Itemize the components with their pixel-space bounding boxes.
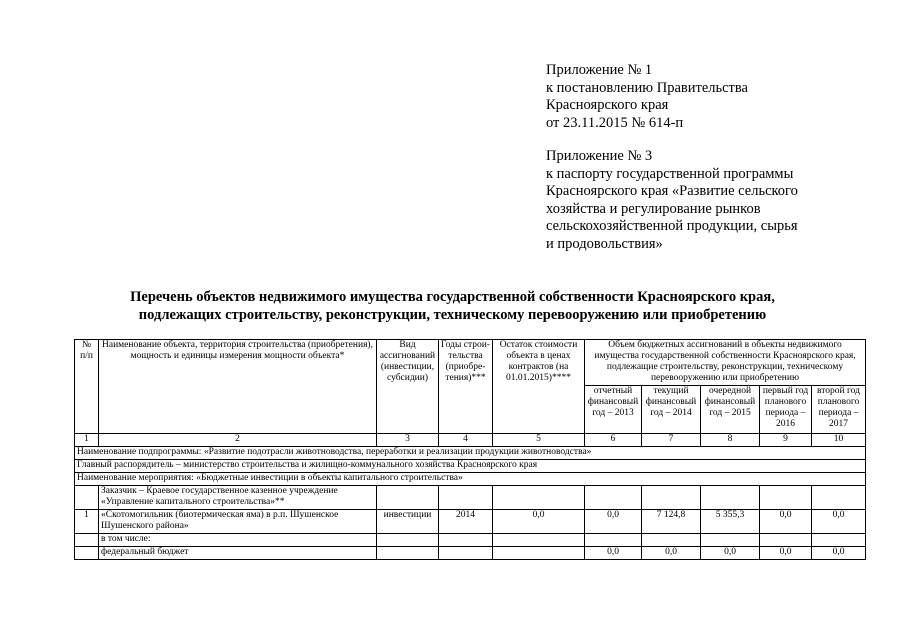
- header-type: Вид ассигнований (инвестиции, субсидии): [377, 340, 439, 434]
- header-years: Годы строи-тельства (приобре-тения)***: [439, 340, 493, 434]
- empty-cell: [812, 486, 866, 510]
- object-2017: 0,0: [812, 510, 866, 534]
- measure-row: [75, 473, 866, 486]
- empty-cell: [439, 486, 493, 510]
- empty-cell: [377, 534, 439, 547]
- subprogram-row: [75, 447, 866, 460]
- empty-cell: [493, 534, 585, 547]
- col-number: 6: [585, 434, 642, 447]
- federal-2016: 0,0: [760, 547, 812, 560]
- federal-2014: 0,0: [642, 547, 701, 560]
- column-numbers-row: [75, 434, 866, 447]
- title-line-2: подлежащих строительству, реконструкции, техническому перевооружению или приобретению: [138, 307, 767, 323]
- header-name: Наименование объекта, территория строительства (приобретения), мощность и единицы измерения мощности объекта*: [99, 340, 377, 434]
- object-years: 2014: [439, 510, 493, 534]
- federal-2013: 0,0: [585, 547, 642, 560]
- federal-name: федеральный бюджет: [99, 547, 377, 560]
- empty-cell: [642, 486, 701, 510]
- empty-cell: [439, 534, 493, 547]
- col-number: 10: [812, 434, 866, 447]
- object-row: [75, 510, 866, 534]
- empty-cell: [439, 547, 493, 560]
- object-2015: 5 355,3: [701, 510, 760, 534]
- including-cell: в том числе:: [99, 534, 377, 547]
- header-num: № п/п: [75, 340, 99, 434]
- appendix-1-line: Приложение № 1: [546, 62, 653, 78]
- subheader-2013: отчетный финансовый год – 2013: [585, 386, 642, 434]
- appendix-1-line: от 23.11.2015 № 614-п: [546, 114, 684, 131]
- subheader-2014: текущий финансовый год – 2014: [642, 386, 701, 434]
- col-number: 1: [75, 434, 99, 447]
- measure-cell: Наименование мероприятия: «Бюджетные инвестиции в объекты капитального строительства»: [75, 473, 866, 486]
- customer-cell: Заказчик – Краевое государственное казенное учреждение «Управление капитального строительства»**: [99, 486, 377, 510]
- including-row: [75, 534, 866, 547]
- object-2013: 0,0: [585, 510, 642, 534]
- empty-cell: [75, 486, 99, 510]
- empty-cell: [377, 547, 439, 560]
- appendix-3-line: к паспорту государственной программы: [546, 165, 794, 182]
- empty-cell: [701, 486, 760, 510]
- object-num: 1: [75, 510, 99, 534]
- appendix-1-block: [546, 62, 748, 132]
- subheader-2017: второй год планового периода – 2017: [812, 386, 866, 434]
- col-number: 5: [493, 434, 585, 447]
- object-name: «Скотомогильник (биотермическая яма) в р.п. Шушенское Шушенского района»: [99, 510, 377, 534]
- header-remainder: Остаток стоимости объекта в ценах контрактов (на 01.01.2015)****: [493, 340, 585, 434]
- empty-cell: [812, 534, 866, 547]
- col-number: 3: [377, 434, 439, 447]
- empty-cell: [760, 486, 812, 510]
- empty-cell: [760, 534, 812, 547]
- distributor-cell: Главный распорядитель – министерство строительства и жилищно-коммунального хозяйства Красноярского края: [75, 460, 866, 473]
- appendix-1-line: Красноярского края: [546, 97, 669, 113]
- empty-cell: [377, 486, 439, 510]
- header-volume: Объем бюджетных ассигнований в объекты недвижимого имущества государственной собственности Красноярского края, подлежащие строительству, реконструкции, техническому перевооружению или приобретению: [585, 340, 866, 386]
- appendix-3-line: Приложение № 3: [546, 148, 653, 164]
- objects-table: [74, 339, 866, 560]
- appendix-1-line: к постановлению Правительства: [546, 79, 748, 96]
- object-type: инвестиции: [377, 510, 439, 534]
- appendix-3-block: [546, 148, 798, 253]
- federal-2017: 0,0: [812, 547, 866, 560]
- appendix-3-line: хозяйства и регулирование рынков: [546, 200, 761, 217]
- federal-2015: 0,0: [701, 547, 760, 560]
- empty-cell: [642, 534, 701, 547]
- subheader-2016: первый год планового периода – 2016: [760, 386, 812, 434]
- col-number: 8: [701, 434, 760, 447]
- header-row: [75, 340, 866, 386]
- empty-cell: [701, 534, 760, 547]
- document-title: [0, 288, 905, 324]
- appendix-3-line: Красноярского края «Развитие сельского: [546, 183, 798, 199]
- col-number: 4: [439, 434, 493, 447]
- appendix-3-line: и продовольствия»: [546, 235, 663, 252]
- federal-row: [75, 547, 866, 560]
- appendix-3-line: сельскохозяйственной продукции, сырья: [546, 218, 798, 234]
- empty-cell: [493, 486, 585, 510]
- empty-cell: [493, 547, 585, 560]
- empty-cell: [75, 534, 99, 547]
- col-number: 2: [99, 434, 377, 447]
- object-2014: 7 124,8: [642, 510, 701, 534]
- subheader-2015: очередной финансовый год – 2015: [701, 386, 760, 434]
- col-number: 7: [642, 434, 701, 447]
- distributor-row: [75, 460, 866, 473]
- object-remainder: 0,0: [493, 510, 585, 534]
- col-number: 9: [760, 434, 812, 447]
- empty-cell: [585, 534, 642, 547]
- empty-cell: [585, 486, 642, 510]
- object-2016: 0,0: [760, 510, 812, 534]
- empty-cell: [75, 547, 99, 560]
- customer-row: [75, 486, 866, 510]
- title-line-1: Перечень объектов недвижимого имущества государственной собственности Красноярского края,: [130, 289, 775, 305]
- subprogram-cell: Наименование подпрограммы: «Развитие подотрасли животноводства, переработки и реализации продукции животноводства»: [75, 447, 866, 460]
